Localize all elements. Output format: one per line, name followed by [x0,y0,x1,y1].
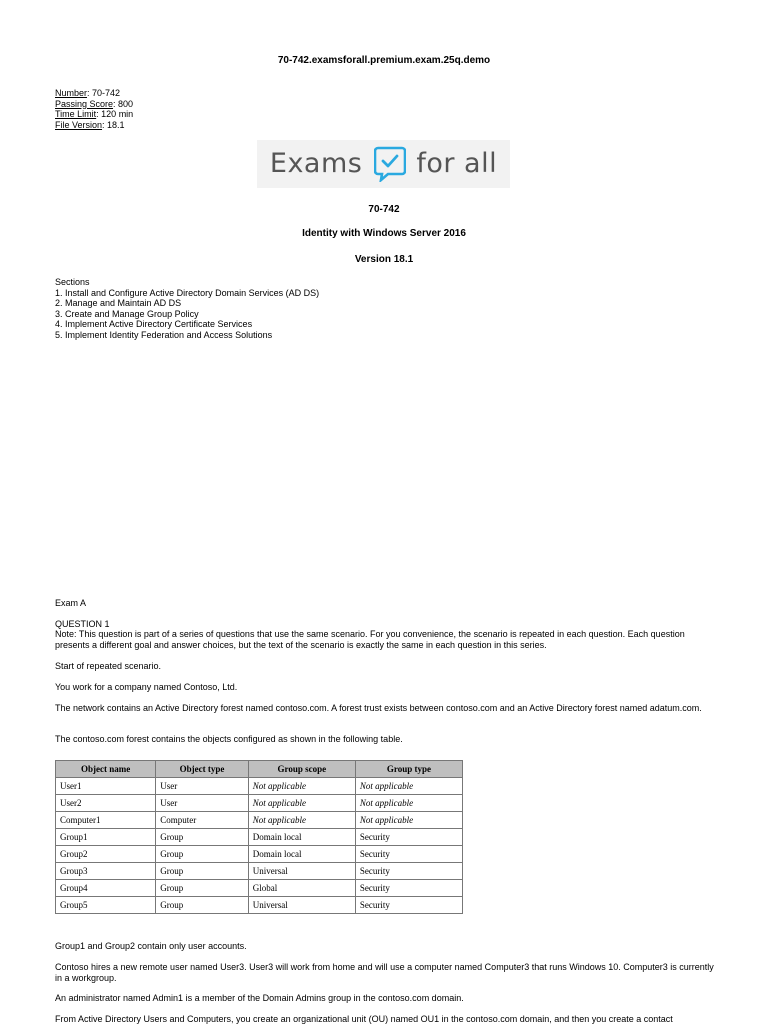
scenario-paragraph: You work for a company named Contoso, Ltd. [55,682,238,692]
section-item: 4. Implement Active Directory Certificate Services [55,319,253,329]
scenario-paragraph: The contoso.com forest contains the objects configured as shown in the following table. [55,734,403,744]
meta-time-limit: Time Limit: 120 min [55,109,134,119]
exam-label: Exam A [55,598,87,608]
column-header: Object type [156,761,249,778]
section-item: 2. Manage and Maintain AD DS [55,298,182,308]
scenario-paragraph: From Active Directory Users and Computers, you create an organizational unit (OU) named OU1 in the contoso.com domain, and then you create a contact [55,1014,673,1024]
table-row: Group2 Group Domain local Security [56,846,463,863]
exam-version: Version 18.1 [354,254,414,265]
logo-text-left: Exams [269,147,363,179]
exam-code: 70-742 [368,204,400,215]
scenario-start: Start of repeated scenario. [55,661,162,671]
table-row: User2 User Not applicable Not applicable [56,795,463,812]
section-item: 1. Install and Configure Active Directory Domain Services (AD DS) [55,287,320,298]
column-header: Group type [355,761,462,778]
column-header: Object name [56,761,156,778]
table-row: Group4 Group Global Security [56,880,463,897]
sections-list [55,277,319,340]
exam-metadata [55,88,133,130]
scenario-paragraph: Group1 and Group2 contain only user accounts. [55,941,247,951]
table-row: Group1 Group Domain local Security [56,829,463,846]
meta-number: Number: 70-742 [55,88,121,98]
meta-file-version: File Version: 18.1 [55,119,125,130]
scenario-paragraph: An administrator named Admin1 is a member of the Domain Admins group in the contoso.com domain. [55,993,464,1003]
objects-table [55,760,463,914]
logo-text-right: for all [416,147,498,179]
question-note: Note: This question is part of a series of questions that use the same scenario. For you convenience, the scenario is repeated in each question. Each question presents a different goal and answer choices, but the text of the scenario is exactly the same in each question in this series. [55,629,685,650]
column-header: Group scope [248,761,355,778]
table-row: User1 User Not applicable Not applicable [56,778,463,795]
table-header-row [56,761,463,778]
exam-name: Identity with Windows Server 2016 [302,228,466,239]
table-row: Group5 Group Universal Security [56,897,463,914]
section-item: 3. Create and Manage Group Policy [55,308,199,319]
document-title: 70-742.examsforall.premium.exam.25q.demo [277,55,491,66]
question-number: QUESTION 1 [55,619,110,629]
scenario-paragraph: The network contains an Active Directory forest named contoso.com. A forest trust exists between contoso.com and an Active Directory forest named adatum.com. [55,703,702,713]
examsforall-logo [257,140,510,188]
table-row: Group3 Group Universal Security [56,863,463,880]
section-item: 5. Implement Identity Federation and Access Solutions [55,329,273,340]
sections-heading: Sections [55,277,90,287]
meta-passing-score: Passing Score: 800 [55,98,134,109]
scenario-paragraph: Contoso hires a new remote user named User3. User3 will work from home and will use a computer named Computer3 that runs Windows 10. Computer3 is currently in a workgroup. [55,962,714,983]
table-row: Computer1 Computer Not applicable Not applicable [56,812,463,829]
checkmark-speech-bubble-icon [374,146,406,182]
